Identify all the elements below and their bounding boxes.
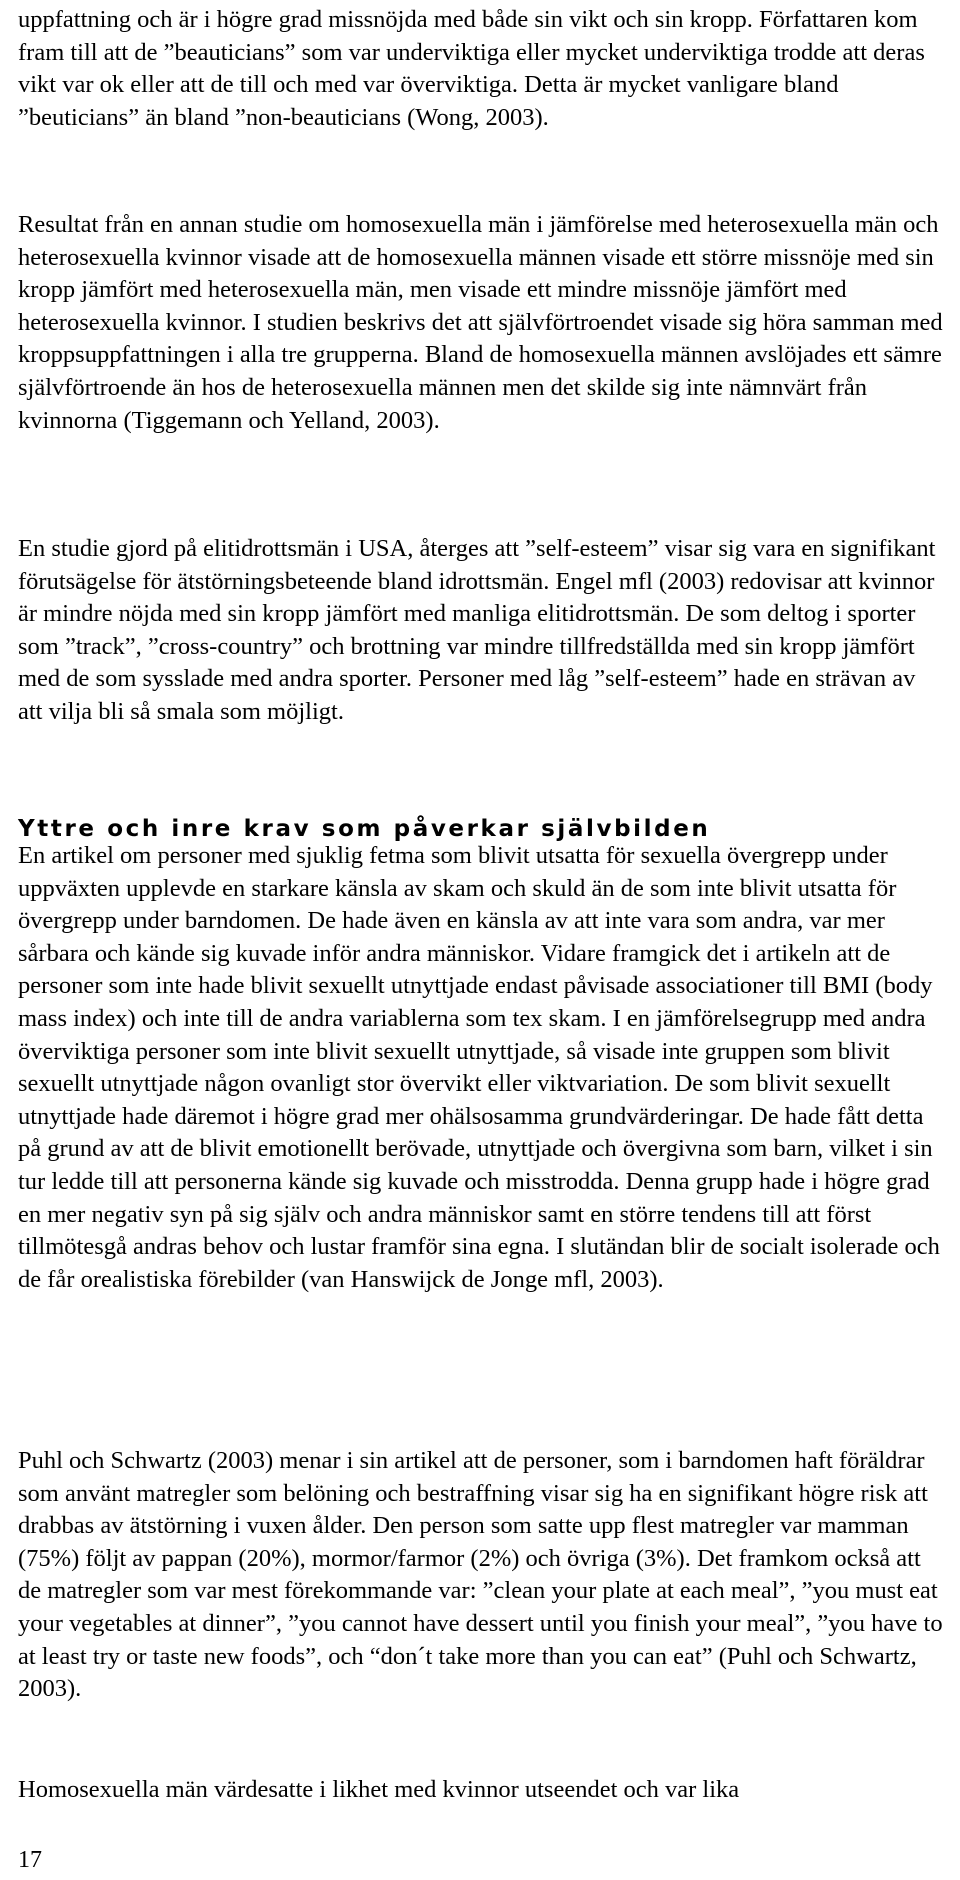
section-heading: Yttre och inre krav som påverkar självbilden bbox=[18, 816, 711, 842]
paragraph-elite-athletes: En studie gjord på elitidrottsmän i USA, återges att ”self-esteem” visar sig vara en signifikant förutsägelse för ätstörningsbeteende bland idrottsmän. Engel mfl (2003) redovisar att kvinnor är mindre nöjda med sin kropp jämfört med manliga elitidrottsmän. De som deltog i sporter som ”track”, ”cross-country” och brottning var mindre tillfredställda med sin kropp jämfört med de som sysslade med andra sporter. Personer med låg ”self-esteem” hade en strävan av att vilja bli så smala som möjligt. bbox=[18, 535, 936, 725]
paragraph-obesity-abuse: En artikel om personer med sjuklig fetma som blivit utsatta för sexuella övergrepp under uppväxten upplevde en starkare känsla av skam och skuld än de som inte blivit utsatta för övergrepp under barndomen. De hade även en känsla av att inte vara som andra, var mer sårbara och kände sig kuvade inför andra människor. Vidare framgick det i artikeln att de personer som inte hade blivit sexuellt utnyttjade endast påvisade associationer till BMI (body mass index) och inte till de andra variablerna som tex skam. I en jämförelsegrupp med andra överviktiga personer som inte blivit sexuellt utnyttjade, så visade inte gruppen som blivit sexuellt utnyttjade någon ovanligt stor övervikt eller viktvariation. De som blivit sexuellt utnyttjade hade däremot i högre grad mer ohälsosamma grundvärderingar. De hade fått detta på grund av att de blivit emotionellt berövade, utnyttjade och övergivna som barn, vilket i sin tur ledde till att personerna kände sig kuvade och misstrodda. Denna grupp hade i högre grad en mer negativ syn på sig själv och andra människor samt en större tendens till att först tillmötesgå andras behov och lustar framför sina egna. I slutändan blir de socialt isolerade och de får orealistiska förebilder (van Hanswijck de Jonge mfl, 2003). bbox=[18, 842, 940, 1293]
paragraph-wong-beauticians: uppfattning och är i högre grad missnöjda med både sin vikt och sin kropp. Författaren kom fram till att de ”beauticians” som var underviktiga eller mycket underviktiga trodde att deras vikt var ok eller att de till och med var överviktiga. Detta är mycket vanligare bland ”beuticians” än bland ”non-beauticians (Wong, 2003). bbox=[18, 6, 925, 131]
paragraph-food-rules: Puhl och Schwartz (2003) menar i sin artikel att de personer, som i barndomen haft föräldrar som använt matregler som belöning och bestraffning visar sig ha en signifikant högre risk att drabbas av ätstörning i vuxen ålder. Den person som satte upp flest matregler var mamman (75%) följt av pappan (20%), mormor/farmor (2%) och övriga (3%). Det framkom också att de matregler som var mest förekommande var: ”clean your plate at each meal”, ”you must eat your vegetables at dinner”, ”you cannot have dessert until you finish your meal”, ”you have to at least try or taste new foods”, och “don´t take more than you can eat” (Puhl och Schwartz, 2003). bbox=[18, 1447, 943, 1703]
paragraph-homosexual-men-study: Resultat från en annan studie om homosexuella män i jämförelse med heterosexuella män och heterosexuella kvinnor visade att de homosexuella männen visade ett större missnöje med sin kropp jämfört med heterosexuella män, men visade ett mindre missnöje jämfört med heterosexuella kvinnor. I studien beskrivs det att självförtroendet visade sig höra samman med kroppsuppfattningen i alla tre grupperna. Bland de homosexuella männen avslöjades ett sämre självförtroende än hos de heterosexuella männen men det skilde sig inte nämnvärt från kvinnorna (Tiggemann och Yelland, 2003). bbox=[18, 211, 943, 434]
page-number: 17 bbox=[18, 1847, 42, 1873]
paragraph-homosexual-men-appearance: Homosexuella män värdesatte i likhet med kvinnor utseendet och var lika bbox=[18, 1776, 740, 1803]
